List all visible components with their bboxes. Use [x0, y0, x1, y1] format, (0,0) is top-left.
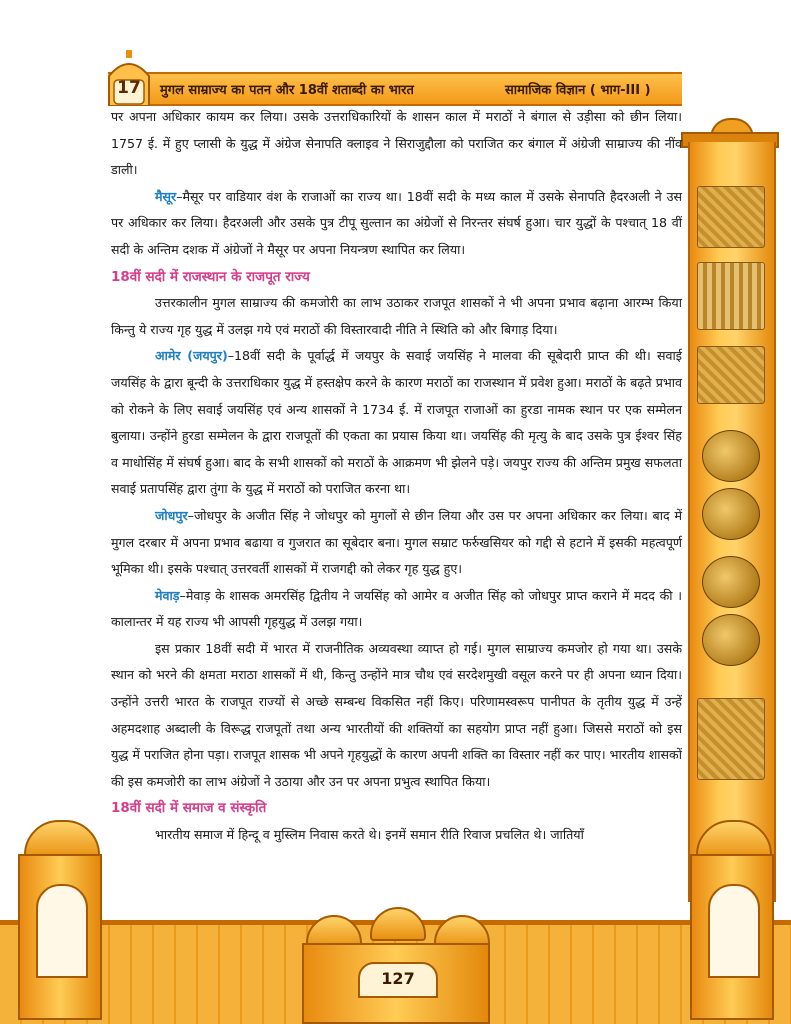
coin-image	[702, 488, 760, 540]
amer-label: आमेर (जयपुर)	[155, 348, 228, 364]
page-number: 127	[358, 962, 438, 998]
paragraph-rajput: उत्तरकालीन मुगल साम्राज्य की कमजोरी का लाभ उठाकर राजपूत शासकों ने भी अपना प्रभाव बढ़ाना आरम्भ किया किन्तु ये राज्य गृह युद्ध में उलझ गये एवं मराठों की विस्तारवादी नीति ने स्थिति को और बिगाड़ दिया।	[111, 295, 682, 337]
section-heading-rajput: 18वीं सदी में राजस्थान के राजपूत राज्य	[111, 268, 310, 285]
coin-image	[702, 614, 760, 666]
paragraph: पर अपना अधिकार कायम कर लिया। उसके उत्तराधिकारियों के शासन काल में मराठों ने बंगाल से उड़ीसा को छीन लिया। 1757 ई. में हुए प्लासी के युद्ध में अंग्रेज सेनापति क्लाइव ने सिराजुद्दौला को पराजित कर बंगाल में अंग्रेजी साम्राज्य की नींव डाली।	[111, 109, 682, 178]
main-content	[111, 104, 682, 849]
paragraph-society: भारतीय समाज में हिन्दू व मुस्लिम निवास करते थे। इनमें समान रीति रिवाज प्रचलित थे। जातियाँ	[155, 827, 584, 843]
mysore-label: मैसूर	[155, 188, 177, 204]
chapter-title: मुगल साम्राज्य का पतन और 18वीं शताब्दी का भारत	[160, 83, 414, 98]
jodhpur-label: जोधपुर	[155, 507, 188, 523]
seal-image	[697, 186, 765, 248]
paragraph-mysore	[111, 184, 682, 264]
section-heading-society: 18वीं सदी में समाज व संस्कृति	[111, 800, 267, 817]
mewar-text: –मेवाड़ के शासक अमरसिंह द्वितीय ने जयसिंह को आमेर व अजीत सिंह को जोधपुर प्राप्त कराने में मदद की । कालान्तर में यह राज्य भी आपसी गृहयुद्ध में उलझ गया।	[111, 587, 682, 630]
paragraph-mewar	[111, 583, 682, 636]
carving-image	[697, 346, 765, 404]
sculpture-image	[697, 698, 765, 780]
coin-image	[702, 556, 760, 608]
amer-text: –18वीं सदी के पूर्वार्द्ध में जयपुर के सवाई जयसिंह ने मालवा की सूबेदारी प्राप्त की थी। सवाई जयसिंह के द्वारा बून्दी के उत्तराधिकार युद्ध में हस्तक्षेप करने के कारण मराठों का राजस्थान में प्रवेश हुआ। मराठों के बढ़ते प्रभाव को रोकने के लिए सवाई जयसिंह एवं अन्य शासकों ने 1734 ई. में राजपूत राजाओं का हुरडा नामक स्थान पर एक सम्मेलन बुलाया। उन्होंने हुरडा सम्मेलन के द्वारा राजपूतों की एकता का प्रयास किया था। जयसिंह की मृत्यु के बाद उसके पुत्र ईश्वर सिंह व माधोसिंह में संघर्ष हुआ। बाद के सभी शासकों को मराठों के आक्रमण भी झेलने पड़े। जयपुर राज्य की अन्तिम प्रमुख सफलता सवाई प्रतापसिंह द्वारा तुंगा के युद्ध में मराठों को पराजित करना था।	[111, 348, 682, 497]
coin-image	[702, 430, 760, 482]
mewar-label: मेवाड़	[155, 587, 180, 603]
jodhpur-text: –जोधपुर के अजीत सिंह ने जोधपुर को मुगलों से छीन लिया और उस पर अपना अधिकार कर लिया। बाद में मुगल दरबार में अपना प्रभाव बढाया व गुजरात का सूबेदार बना। मुगल सम्राट फर्रुखसियर को गद्दी से हटाने में इसकी महत्वपूर्ण भूमिका थी। इसके पश्चात् उत्तरवर्ती शासकों में राजगद्दी को लेकर गृह युद्ध हुए।	[111, 507, 682, 577]
paragraph-amer	[111, 343, 682, 503]
chapter-badge	[104, 50, 154, 106]
mysore-text: –मैसूर पर वाडियार वंश के राजाओं का राज्य था। 18वीं सदी के मध्य काल में उसके सेनापति हैदरअली ने उस पर अधिकार कर लिया। हैदरअली और उसके पुत्र टीपू सुल्तान का अंग्रेजों से निरन्तर संघर्ष हुआ। चार युद्धों के पश्चात् 18 वीं सदी के अन्तिम दशक में अंग्रेजों ने मैसूर पर अपना नियन्त्रण स्थापित कर लिया।	[111, 188, 682, 257]
inscription-image	[697, 262, 765, 330]
left-kiosk	[18, 820, 102, 1020]
chapter-number: 17	[117, 78, 141, 98]
right-kiosk	[690, 820, 774, 1020]
subject-title: सामाजिक विज्ञान ( भाग-III )	[505, 83, 651, 98]
paragraph-summary: इस प्रकार 18वीं सदी में भारत में राजनीतिक अव्यवस्था व्याप्त हो गई। मुगल साम्राज्य कमजोर हो गया था। उसके स्थान को भरने की क्षमता मराठा शासकों में थी, किन्तु उन्होंने मात्र चौथ एवं सरदेशमुखी वसूल करने पर ही अपना ध्यान दिया। उन्होंने उत्तरी भारत के राजपूत राज्यों से अच्छे सम्बन्ध विकसित नहीं किए। परिणामस्वरूप पानीपत के तृतीय युद्ध में उन्हें अहमदशाह अब्दाली के विरूद्ध राजपूतों तथा अन्य भारतीयों की शक्तियों का सहयोग प्राप्त नहीं हुआ। जिससे मराठों को इस युद्ध में पराजित होना पड़ा। राजपूत शासक भी अपने गृहयुद्धों के कारण अपनी शक्ति का विस्तार नहीं कर पाए। भारतीय शासकों की इस कमजोरी का लाभ अंग्रेजों ने उठाया और उन पर अपना प्रभुत्व स्थापित किया।	[111, 640, 682, 789]
paragraph-jodhpur	[111, 503, 682, 583]
